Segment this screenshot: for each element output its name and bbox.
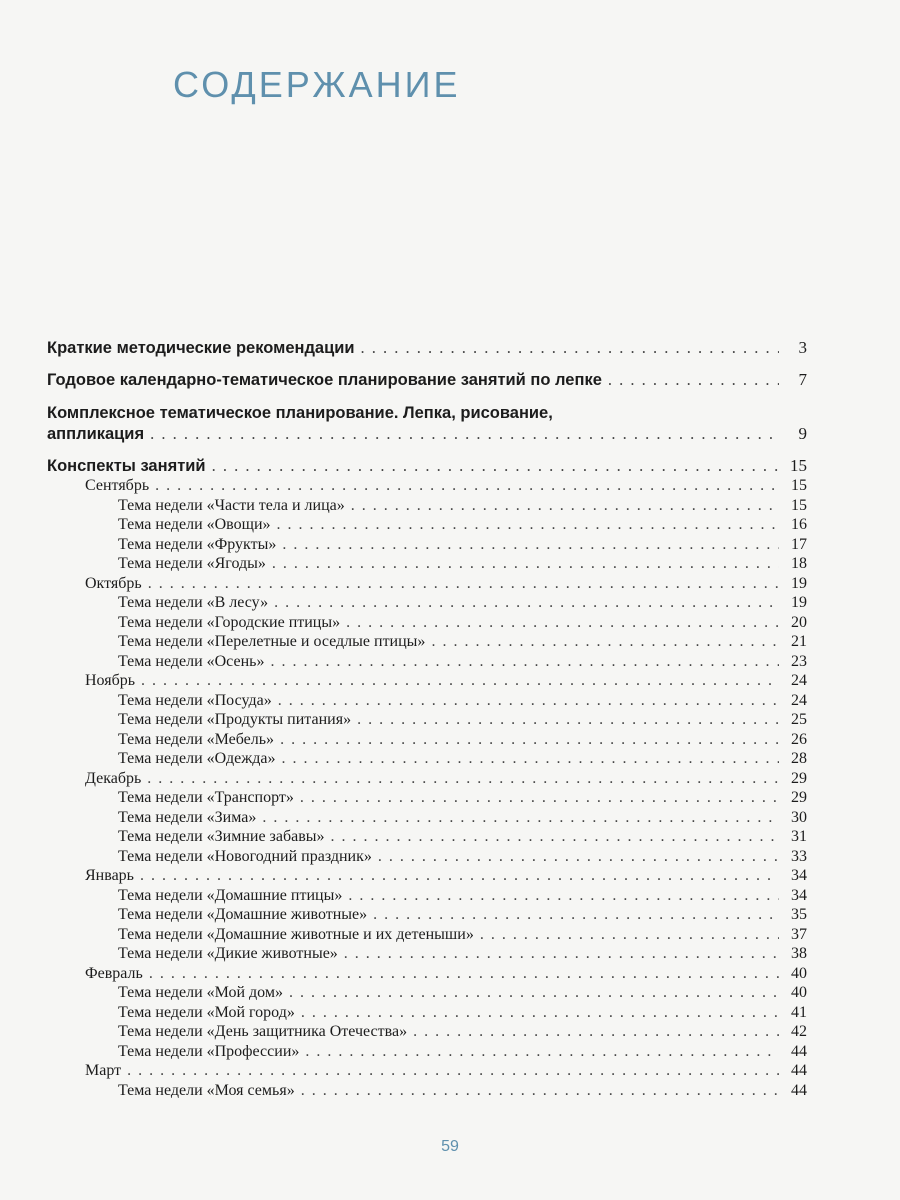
leader-dots	[272, 554, 779, 574]
toc-page-number: 15	[790, 456, 807, 475]
toc-entry[interactable]	[47, 338, 807, 358]
toc-page-number: 23	[791, 652, 807, 670]
leader-dots	[274, 593, 779, 613]
leader-dots	[480, 925, 779, 945]
toc-page-number: 44	[791, 1062, 807, 1079]
leader-dots	[270, 652, 779, 672]
leader-dots	[413, 1022, 779, 1042]
toc-entry-label-line2: аппликация	[47, 425, 145, 443]
toc-week-label: Тема недели «Перелетные и оседлые птицы»	[118, 633, 426, 650]
toc-page-number: 3	[798, 338, 807, 357]
toc-week-entry[interactable]	[47, 1003, 807, 1023]
leader-dots	[300, 788, 779, 808]
leader-dots	[348, 886, 779, 906]
toc-week-label: Тема недели «Домашние животные»	[118, 906, 368, 923]
toc-entry[interactable]	[47, 370, 807, 390]
toc-page-number: 41	[791, 1003, 807, 1021]
leader-dots	[301, 1003, 779, 1023]
toc-month-label: Сентябрь	[85, 477, 150, 494]
leader-dots	[301, 1081, 779, 1101]
toc-week-entry[interactable]	[47, 554, 807, 574]
toc-week-entry[interactable]	[47, 632, 807, 652]
toc-week-label: Тема недели «Мебель»	[118, 730, 275, 748]
toc-month-label: Ноябрь	[85, 672, 136, 689]
toc-page-number: 9	[798, 424, 807, 443]
toc-week-entry[interactable]	[47, 593, 807, 613]
toc-page-number: 37	[791, 925, 807, 943]
leader-dots	[262, 808, 779, 828]
toc-page-number: 29	[791, 789, 807, 806]
toc-entry-konspekty[interactable]	[47, 456, 807, 476]
toc-week-label: Тема недели «Домашние птицы»	[118, 886, 343, 904]
toc-page-number: 35	[791, 906, 807, 923]
toc-page-number: 25	[791, 711, 807, 728]
page-title: СОДЕРЖАНИЕ	[173, 64, 461, 105]
toc-month-label: Октябрь	[85, 574, 142, 592]
leader-dots	[147, 769, 779, 789]
leader-dots	[373, 905, 779, 925]
toc-week-entry[interactable]	[47, 710, 807, 730]
toc-page-number: 24	[791, 691, 807, 709]
toc-week-label: Тема недели «В лесу»	[118, 594, 269, 611]
leader-dots	[608, 370, 779, 390]
toc-page-number: 15	[791, 477, 807, 494]
leader-dots	[351, 496, 779, 516]
toc-week-entry[interactable]	[47, 788, 807, 808]
leader-dots	[305, 1042, 779, 1062]
leader-dots	[280, 730, 779, 750]
toc-week-entry[interactable]	[47, 1081, 807, 1101]
toc-week-label: Тема недели «Мой дом»	[118, 984, 283, 1001]
toc-month-label: Март	[85, 1062, 122, 1079]
leader-dots	[331, 827, 779, 847]
toc-page-number: 28	[791, 750, 807, 767]
toc-week-label: Тема недели «Одежда»	[118, 750, 276, 767]
toc-week-label: Тема недели «Овощи»	[118, 516, 271, 533]
leader-dots	[141, 671, 779, 691]
toc-week-label: Тема недели «Зимние забавы»	[118, 828, 325, 845]
toc-week-label: Тема недели «Зима»	[118, 808, 257, 826]
toc-page-number: 30	[791, 808, 807, 826]
toc-week-entry[interactable]	[47, 730, 807, 750]
toc-week-entry[interactable]	[47, 652, 807, 672]
toc-week-label: Тема недели «Городские птицы»	[118, 613, 341, 631]
leader-dots	[277, 515, 779, 535]
toc-week-label: Тема недели «Дикие животные»	[118, 945, 338, 962]
toc-page-number: 44	[791, 1081, 807, 1099]
toc-page-number: 44	[791, 1042, 807, 1060]
toc-page-number: 19	[791, 594, 807, 611]
toc-page-number: 15	[791, 496, 807, 514]
leader-dots	[289, 983, 779, 1003]
toc-month-entry[interactable]	[47, 866, 807, 886]
leader-dots	[127, 1061, 779, 1081]
toc-month-entry[interactable]	[47, 476, 807, 496]
leader-dots	[361, 338, 779, 358]
toc-page-number: 33	[791, 847, 807, 865]
toc-month-entry[interactable]	[47, 671, 807, 691]
toc-week-label: Тема недели «Транспорт»	[118, 789, 294, 806]
toc-week-entry[interactable]	[47, 496, 807, 516]
toc-page-number: 19	[791, 574, 807, 592]
toc-month-entry[interactable]	[47, 1061, 807, 1081]
toc-month-label: Январь	[85, 867, 134, 884]
toc-entry-line2	[47, 424, 807, 444]
leader-dots	[149, 964, 779, 984]
toc-page-number: 16	[791, 516, 807, 533]
toc-week-label: Тема недели «Моя семья»	[118, 1081, 295, 1099]
toc-entry-label: Конспекты занятий	[47, 457, 206, 475]
toc-entry-label: Годовое календарно-тематическое планирование занятий по лепке	[47, 371, 602, 389]
leader-dots	[148, 574, 779, 594]
toc-week-label: Тема недели «Мой город»	[118, 1003, 295, 1021]
toc-week-label: Тема недели «Домашние животные и их детеныши»	[118, 925, 474, 943]
toc-page-number: 17	[791, 535, 807, 553]
toc-week-entry[interactable]	[47, 749, 807, 769]
toc-week-label: Тема недели «Осень»	[118, 652, 265, 670]
leader-dots	[155, 476, 779, 496]
toc-week-label: Тема недели «Фрукты»	[118, 535, 277, 553]
toc-month-entry[interactable]	[47, 769, 807, 789]
table-of-contents	[47, 338, 807, 1100]
toc-page-number: 34	[791, 867, 807, 884]
page-number: 59	[441, 1138, 459, 1155]
toc-page-number: 31	[791, 828, 807, 845]
toc-week-entry[interactable]	[47, 1042, 807, 1062]
leader-dots	[140, 866, 779, 886]
toc-week-entry[interactable]	[47, 944, 807, 964]
leader-dots	[346, 613, 779, 633]
toc-week-entry[interactable]	[47, 691, 807, 711]
toc-week-label: Тема недели «Ягоды»	[118, 555, 266, 572]
toc-week-label: Тема недели «Новогодний праздник»	[118, 847, 372, 865]
toc-week-entry[interactable]	[47, 515, 807, 535]
toc-page-number: 21	[791, 633, 807, 650]
toc-month-entry[interactable]	[47, 574, 807, 594]
leader-dots	[282, 749, 779, 769]
toc-week-entry[interactable]	[47, 535, 807, 555]
toc-page-number: 20	[791, 613, 807, 631]
leader-dots	[278, 691, 779, 711]
toc-page-number: 24	[791, 672, 807, 689]
leader-dots	[431, 632, 779, 652]
toc-month-label: Февраль	[85, 964, 143, 982]
toc-week-entry[interactable]	[47, 827, 807, 847]
toc-page-number: 42	[791, 1023, 807, 1040]
toc-week-label: Тема недели «Посуда»	[118, 691, 272, 709]
toc-month-entry[interactable]	[47, 964, 807, 984]
toc-entry-label: Краткие методические рекомендации	[47, 339, 355, 357]
toc-page-number: 29	[791, 769, 807, 787]
toc-week-label: Тема недели «Продукты питания»	[118, 711, 352, 728]
toc-week-entry[interactable]	[47, 613, 807, 633]
toc-page-number: 18	[791, 555, 807, 572]
leader-dots	[282, 535, 779, 555]
leader-dots	[150, 424, 779, 444]
toc-page-number: 40	[791, 964, 807, 982]
leader-dots	[357, 710, 779, 730]
toc-page-number: 26	[791, 730, 807, 748]
leader-dots	[212, 456, 779, 476]
toc-week-entry[interactable]	[47, 983, 807, 1003]
leader-dots	[378, 847, 779, 867]
toc-page-number: 40	[791, 984, 807, 1001]
toc-month-label: Декабрь	[85, 769, 142, 787]
toc-week-entry[interactable]	[47, 886, 807, 906]
toc-week-entry[interactable]	[47, 847, 807, 867]
toc-page-number: 38	[791, 945, 807, 962]
leader-dots	[344, 944, 779, 964]
toc-week-entry[interactable]	[47, 808, 807, 828]
toc-week-entry[interactable]	[47, 1022, 807, 1042]
toc-page-number: 7	[798, 370, 807, 389]
toc-week-label: Тема недели «День защитника Отечества»	[118, 1023, 408, 1040]
toc-week-label: Тема недели «Профессии»	[118, 1042, 300, 1060]
toc-page-number: 34	[791, 886, 807, 904]
toc-week-entry[interactable]	[47, 925, 807, 945]
toc-week-label: Тема недели «Части тела и лица»	[118, 496, 345, 514]
toc-entry-label-line1: Комплексное тематическое планирование. Лепка, рисование,	[47, 404, 553, 422]
month-list	[47, 476, 807, 1100]
toc-entry-multiline[interactable]	[47, 402, 807, 444]
toc-week-entry[interactable]	[47, 905, 807, 925]
